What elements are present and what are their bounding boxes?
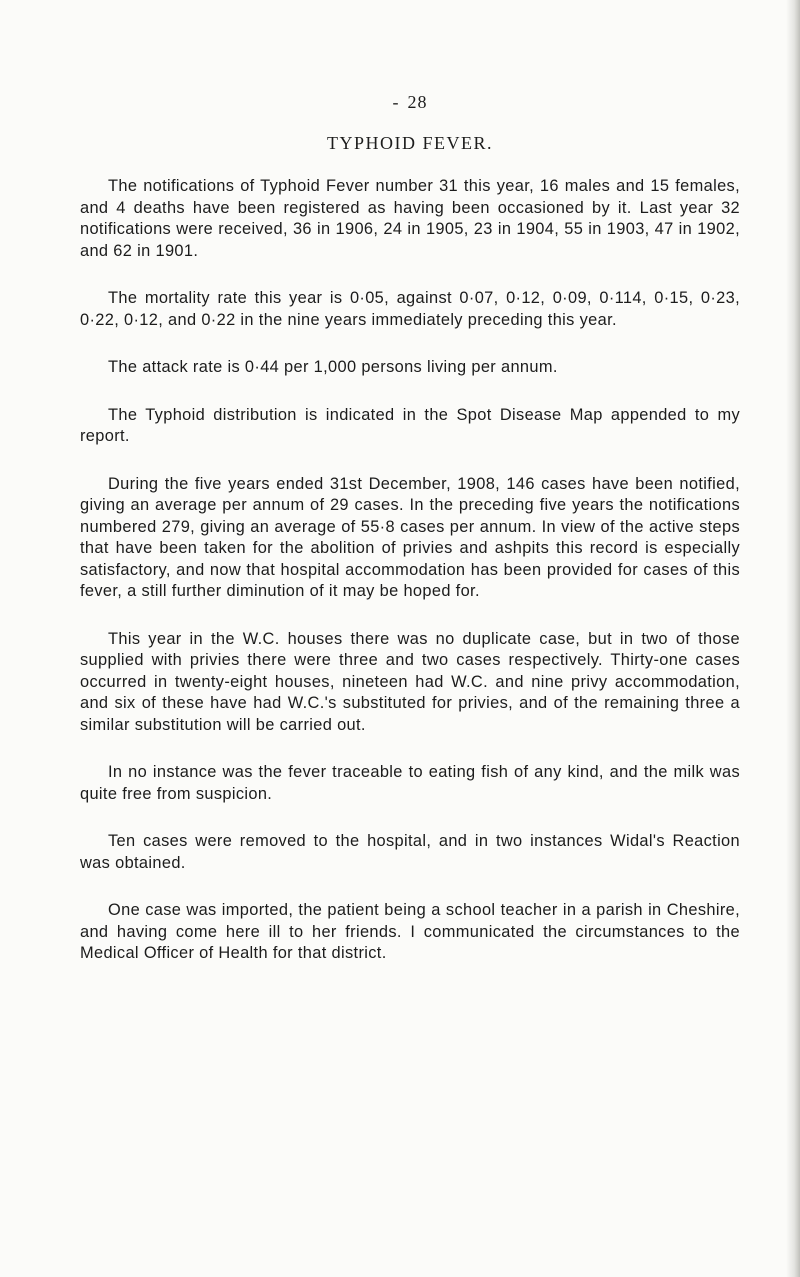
paragraph-five-years: During the five years ended 31st December, 1908, 146 cases have been notified, giving an average per annum of 29 cases. In the preceding five years the notifications numbered 279, giving an average of 55·8 cases per annum. In view of the active steps that have been taken for the abolition of privies and ashpits this record is especially satisfactory, and now that hospital accommodation has been provided for cases of this fever, a still further diminution of it may be hoped for. (80, 474, 740, 600)
document-page (80, 92, 740, 991)
paragraph-wc-houses: This year in the W.C. houses there was no duplicate case, but in two of those supplied with privies there were three and two cases respectively. Thirty-one cases occurred in twenty-eight houses, nineteen had W.C. and nine privy accommodation, and six of these have had W.C.'s substituted for privies, and of the remaining three a similar substitution will be carried out. (80, 629, 740, 734)
paragraph-imported-case: One case was imported, the patient being a school teacher in a parish in Cheshire, and having come here ill to her friends. I communicated the circumstances to the Medical Officer of Health for that district. (80, 901, 740, 962)
paragraph-distribution: The Typhoid distribution is indicated in the Spot Disease Map appended to my report. (80, 405, 740, 445)
section-heading: TYPHOID FEVER. (326, 133, 493, 153)
paragraph-attack-rate: The attack rate is 0·44 per 1,000 persons living per annum. (108, 358, 558, 376)
paragraph-fish-milk: In no instance was the fever traceable to eating fish of any kind, and the milk was quite free from suspicion. (80, 763, 740, 803)
page-edge-shadow (786, 0, 800, 1277)
paragraph-notifications: The notifications of Typhoid Fever number 31 this year, 16 males and 15 females, and 4 deaths have been registered as having been occasioned by it. Last year 32 notifications were received, 36 in 1906, 24 in 1905, 23 in 1904, 55 in 1903, 47 in 1902, and 62 in 1901. (80, 177, 740, 260)
page-number-dash: - (392, 92, 400, 112)
paragraph-hospital-removal: Ten cases were removed to the hospital, and in two instances Widal's Reaction was obtained. (80, 832, 740, 872)
paragraph-mortality-rate: The mortality rate this year is 0·05, against 0·07, 0·12, 0·09, 0·114, 0·15, 0·23, 0·22, 0·12, and 0·22 in the nine years immediately preceding this year. (80, 289, 740, 329)
page-number (80, 92, 740, 113)
page-number-value: 28 (407, 92, 428, 112)
